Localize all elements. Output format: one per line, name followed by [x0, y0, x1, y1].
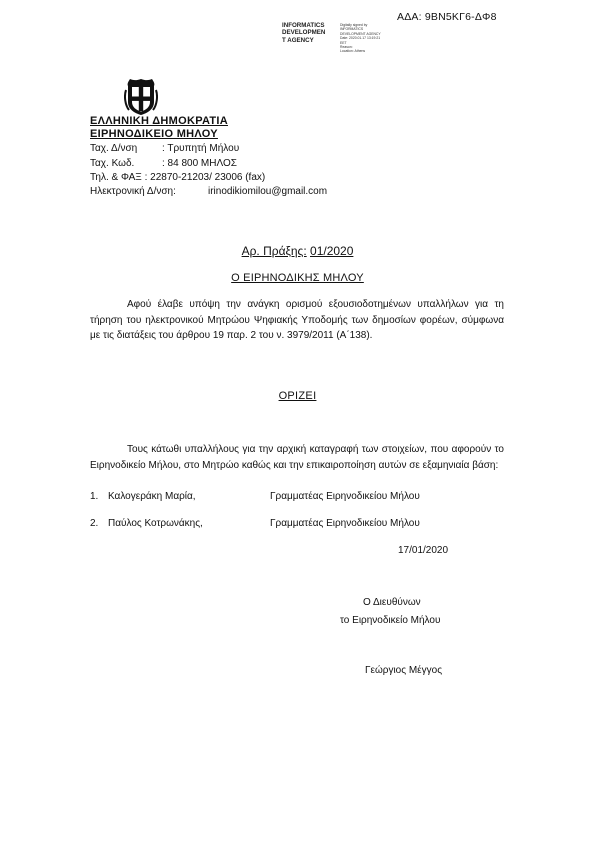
stamp-detail: EET	[340, 40, 347, 45]
praxis-number: 01/2020	[310, 244, 354, 258]
body-paragraph	[90, 442, 504, 473]
employee-role: Γραμματέας Ειρηνοδικείου Μήλου	[270, 491, 420, 502]
stamp-line: DEVELOPMEN	[282, 29, 326, 37]
employee-number: 2.	[90, 518, 99, 529]
email-line	[90, 186, 327, 197]
address-label: Ταχ. Δ/νση	[90, 143, 138, 154]
employee-number: 1.	[90, 491, 99, 502]
intro-paragraph	[90, 297, 504, 344]
decision-heading: ΟΡΙΖΕΙ	[278, 390, 317, 402]
employee-role: Γραμματέας Ειρηνοδικείου Μήλου	[270, 518, 420, 529]
address-value: : Τρυπητή Μήλου	[162, 143, 240, 154]
email-value: irinodikiomilou@gmail.com	[208, 186, 328, 197]
stamp-detail: Reason:	[340, 45, 353, 50]
authority-title: Ο ΕΙΡΗΝΟΔΙΚΗΣ ΜΗΛΟΥ	[231, 272, 364, 284]
digital-signature-stamp	[282, 22, 337, 44]
stamp-detail: DEVELOPMENT AGENCY	[340, 31, 381, 36]
stamp-line: T AGENCY	[282, 36, 314, 44]
header-republic: ΕΛΛΗΝΙΚΗ ΔΗΜΟΚΡΑΤΙΑ	[90, 115, 228, 127]
employee-name: Παύλος Κοτρωνάκης,	[108, 518, 203, 529]
employee-name: Καλογεράκη Μαρία,	[108, 491, 196, 502]
address-line	[90, 143, 239, 154]
ada-code: ΑΔΑ: 9ΒΝ5ΚΓ6-ΔΦ8	[397, 11, 497, 23]
stamp-detail: Location: Athens	[340, 49, 366, 54]
postal-code-value: : 84 800 ΜΗΛΟΣ	[162, 158, 237, 169]
stamp-detail: INFORMATICS	[340, 27, 364, 32]
stamp-line: INFORMATICS	[282, 22, 325, 29]
signatory-title: Ο Διευθύνων	[363, 597, 421, 608]
signatory-name: Γεώργιος Μέγγος	[365, 665, 443, 676]
stamp-detail: Digitally signed by	[340, 23, 368, 27]
digital-signature-details	[340, 23, 410, 54]
intro-text: Αφού έλαβε υπόψη την ανάγκη ορισμού εξουσιοδοτημένων υπαλλήλων για τη τήρηση του ηλεκτρονικού Μητρώου Ψηφιακής Υποδομής των δημοσίων φορέων, σύμφωνα με τις διατάξεις του άρθρου 19 παρ. 2 του ν. 3979/2011 (Α΄138).	[90, 299, 504, 342]
signatory-office: το Ειρηνοδικείο Μήλου	[340, 615, 441, 626]
body-text: Τους κάτωθι υπαλλήλους για την αρχική καταγραφή των στοιχείων, που αφορούν το Ειρηνοδικείο Μήλου, στο Μητρώο καθώς και την επικαιροποίηση αυτών σε εξαμηνιαία βάση:	[90, 444, 504, 471]
praxis-label: Αρ. Πράξης:	[241, 244, 307, 258]
email-label: Ηλεκτρονική Δ/νση:	[90, 186, 176, 197]
postal-code-line	[90, 158, 237, 169]
document-date: 17/01/2020	[398, 545, 449, 556]
employee-item	[90, 518, 203, 529]
praxis-title	[0, 244, 595, 258]
phone-fax-line: Τηλ. & ΦΑΞ : 22870-21203/ 23006 (fax)	[90, 172, 266, 183]
coat-of-arms-icon	[124, 78, 158, 116]
postal-code-label: Ταχ. Κωδ.	[90, 158, 135, 169]
employee-item	[90, 491, 196, 502]
stamp-detail: Date: 2020.01.17 13:19:21	[340, 36, 381, 41]
header-court: ΕΙΡΗΝΟΔΙΚΕΙΟ ΜΗΛΟΥ	[90, 128, 218, 140]
